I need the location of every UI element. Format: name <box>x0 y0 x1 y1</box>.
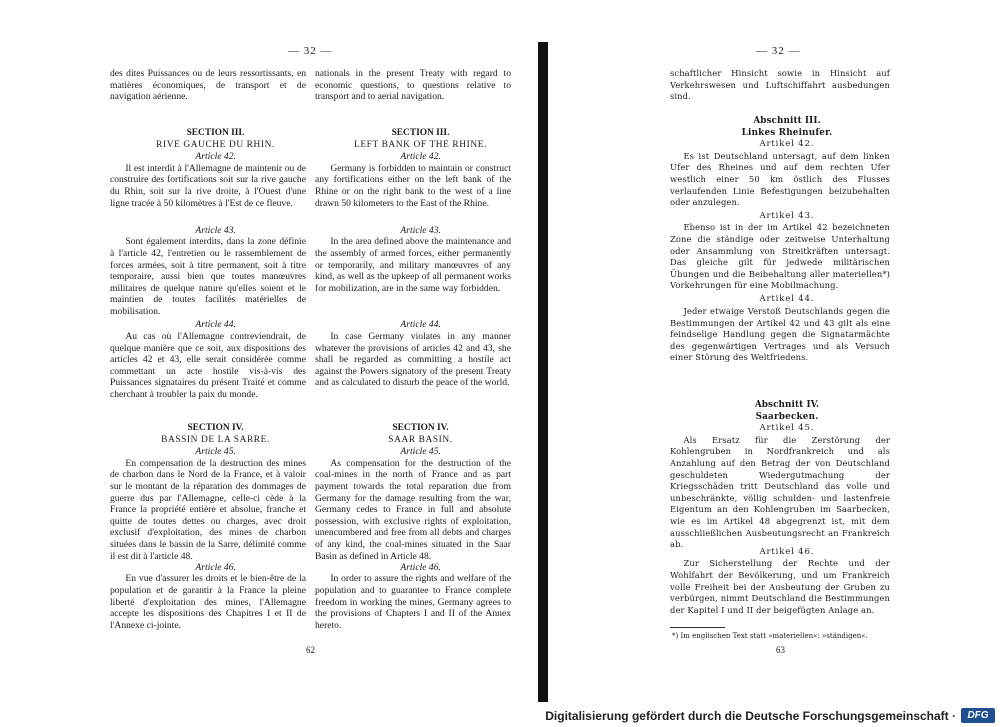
book-gutter <box>538 42 548 702</box>
german-section-3-subtitle: Linkes Rheinufer. <box>741 127 833 138</box>
english-section-3-subtitle: LEFT BANK OF THE RHINE. <box>354 139 488 150</box>
english-section-4-title: SECTION IV. <box>392 422 449 433</box>
german-column <box>670 68 890 616</box>
german-article-46-text: Zur Sicherstellung der Rechte und der Wohlfahrt der Bevölkerung, und um Frankreich volle Freiheit bei der Ausbeutung der Gruben zu verbürgen, nimmt Deutschland die Bestimmungen der Kapitel I und II der beigefügten Anlage an. <box>670 558 890 615</box>
english-article-45-title: Article 45. <box>400 446 441 458</box>
english-article-46-text: In order to assure the rights and welfare of the population and to guarantee to France complete freedom in working the mines, Germany agrees to the provisions of Chapters I and II of the Annex hereto. <box>315 573 511 631</box>
right-page-header: — 32 — <box>756 45 801 57</box>
right-page <box>548 0 1000 700</box>
french-article-46-text: En vue d'assurer les droits et le bien-être de la population et de garantir à la France la pleine liberté d'exploitation des mines, l'Allemagne accepte les dispositions des Chapitres I et II de l'Annexe ci-jointe. <box>110 573 306 631</box>
english-column <box>315 68 511 631</box>
right-page-footer: 63 <box>776 645 785 655</box>
french-article-44-title: Article 44. <box>195 319 236 331</box>
german-article-42-text: Es ist Deutschland untersagt, auf dem linken Ufer des Rheines und auf dem rechten Ufer westlich einer 50 km östlich des Flusses verlaufenden Linie Befestigungen beizubehalten oder anzulegen. <box>670 150 890 208</box>
french-article-42-title: Article 42. <box>195 151 236 163</box>
german-section-4-subtitle: Saarbecken. <box>755 411 819 422</box>
french-article-45-text: En compensation de la destruction des mines de charbon dans le Nord de la France, et à valoir sur le montant de la réparation des dommages de guerre dus par l'Allemagne, celle-ci cède à la France la propriété entière et absolue, franche et quitte de toutes dettes ou charges, avec droit exclusif d'exploitation, des mines de charbon situées dans le bassin de la Sarre, délimité comme il est dit à l'article 48. <box>110 457 306 562</box>
english-article-42-text: Germany is forbidden to maintain or construct any fortifications either on the left bank of the Rhine or on the right bank to the west of a line drawn 50 kilometers to the East of the Rhine. <box>315 162 511 209</box>
german-article-42-title: Artikel 42. <box>759 139 815 150</box>
german-intro: schaftlicher Hinsicht sowie in Hinsicht auf Verkehrswesen und Luftschiffahrt ausbedungen sind. <box>670 68 890 102</box>
french-intro: des dites Puissances ou de leurs ressortissants, en matières économiques, de transport et de navigation aérienne. <box>110 68 306 103</box>
german-article-45-text: Als Ersatz für die Zerstörung der Kohlengruben in Nordfrankreich und als Anzahlung auf den Betrag der von Deutschland geschuldeten Wiedergutmachung der Kriegsschäden tritt Deutschland das volle und unbeschränkte, völlig schulden- und lastenfreie Eigentum an den Kohlengruben im Saarbecken, wie es im Artikel 48 abgegrenzt ist, mit dem ausschließlichen Ausbeutungsrecht an Frankreich ab. <box>670 434 890 550</box>
english-article-43-text: In the area defined above the maintenance and the assembly of armed forces, either permanently or temporarily, and military manœuvres of any kind, as well as the upkeep of all permanent works for mobilization, are in the same way forbidden. <box>315 236 511 294</box>
english-article-45-text: As compensation for the destruction of the coal-mines in the north of France and as part payment towards the total reparation due from Germany for the damage resulting from the war, Germany cedes to France in full and absolute possession, with exclusive rights of exploitation, unencumbered and free from all debts and charges of any kind, the coal-mines situated in the Saar Basin as defined in Article 48. <box>315 457 511 562</box>
dfg-logo-icon: DFG <box>961 708 995 723</box>
french-article-44-text: Au cas où l'Allemagne contreviendrait, de quelque manière que ce soit, aux dispositions des articles 42 et 43, elle serait considérée comme commettant un acte hostile vis-à-vis des Puissances signataires du présent Traité et comme cherchant à troubler la paix du monde. <box>110 330 306 400</box>
german-article-43-text: Ebenso ist in der im Artikel 42 bezeichneten Zone die ständige oder zeitweise Unterhaltung oder Ansammlung von Streitkräften untersagt. Das gleiche gilt für jedwede militärischen Übungen und die Beibehaltung aller materiellen*) Vorkehrungen für eine Mobilmachung. <box>670 222 890 291</box>
footnote-rule <box>670 627 725 628</box>
left-page-header: — 32 — <box>288 45 333 57</box>
french-section-4-subtitle: BASSIN DE LA SARRE. <box>161 434 270 445</box>
german-footnote: *) Im englischen Text statt »materiellen«: »ständigen«. <box>672 632 868 640</box>
english-section-3-title: SECTION III. <box>391 128 450 138</box>
english-section-4-subtitle: SAAR BASIN. <box>388 434 453 445</box>
english-intro: nationals in the present Treaty with regard to economic questions, to questions relative to transport and to aerial navigation. <box>315 68 511 103</box>
digitization-credit: Digitalisierung gefördert durch die Deutsche Forschungsgemeinschaft · <box>545 709 956 723</box>
french-article-43-title: Article 43. <box>195 224 236 236</box>
german-article-44-title: Artikel 44. <box>759 294 815 305</box>
french-section-4-title: SECTION IV. <box>187 422 244 433</box>
french-article-43-text: Sont également interdits, dans la zone définie à l'article 42, l'entretien ou le rassemblement de forces armées, soit à titre permanent, soit à titre temporaire, aussi bien que toutes manœuvres militaires de quelque nature qu'elles soient et le maintien de toutes facilités matérielles de mobilisation. <box>110 236 306 317</box>
german-section-3-title: Abschnitt III. <box>753 116 821 126</box>
english-article-44-title: Article 44. <box>400 319 441 331</box>
german-article-44-text: Jeder etwaige Verstoß Deutschlands gegen die Bestimmungen der Artikel 42 und 43 gilt als eine feindselige Handlung gegen die Signatarmächte des gegenwärtigen Vertrages und als Versuch einer Störung des Weltfriedens. <box>670 305 890 363</box>
english-article-46-title: Article 46. <box>400 561 441 573</box>
german-article-43-title: Artikel 43. <box>759 210 815 221</box>
english-article-43-title: Article 43. <box>400 224 441 236</box>
english-article-44-text: In case Germany violates in any manner whatever the provisions of articles 42 and 43, she shall be regarded as committing a hostile act against the Powers signatory of the present Treaty and as calculated to disturb the peace of the world. <box>315 330 511 389</box>
german-article-45-title: Artikel 45. <box>759 423 815 434</box>
left-page-footer: 62 <box>306 645 315 655</box>
german-article-46-title: Artikel 46. <box>759 546 815 557</box>
french-section-3-subtitle: RIVE GAUCHE DU RHIN. <box>156 139 275 150</box>
french-section-3-title: SECTION III. <box>186 128 245 138</box>
english-article-42-title: Article 42. <box>400 151 441 163</box>
french-column <box>110 68 306 631</box>
french-article-42-text: Il est interdit à l'Allemagne de maintenir ou de construire des fortifications soit sur la rive gauche du Rhin, soit sur la rive droite, à l'Ouest d'une ligne tracée à 50 kilomètres à l'Est de ce fleuve. <box>110 162 306 209</box>
german-section-4-title: Abschnitt IV. <box>754 399 820 410</box>
french-article-45-title: Article 45. <box>195 446 236 458</box>
french-article-46-title: Article 46. <box>195 561 236 573</box>
